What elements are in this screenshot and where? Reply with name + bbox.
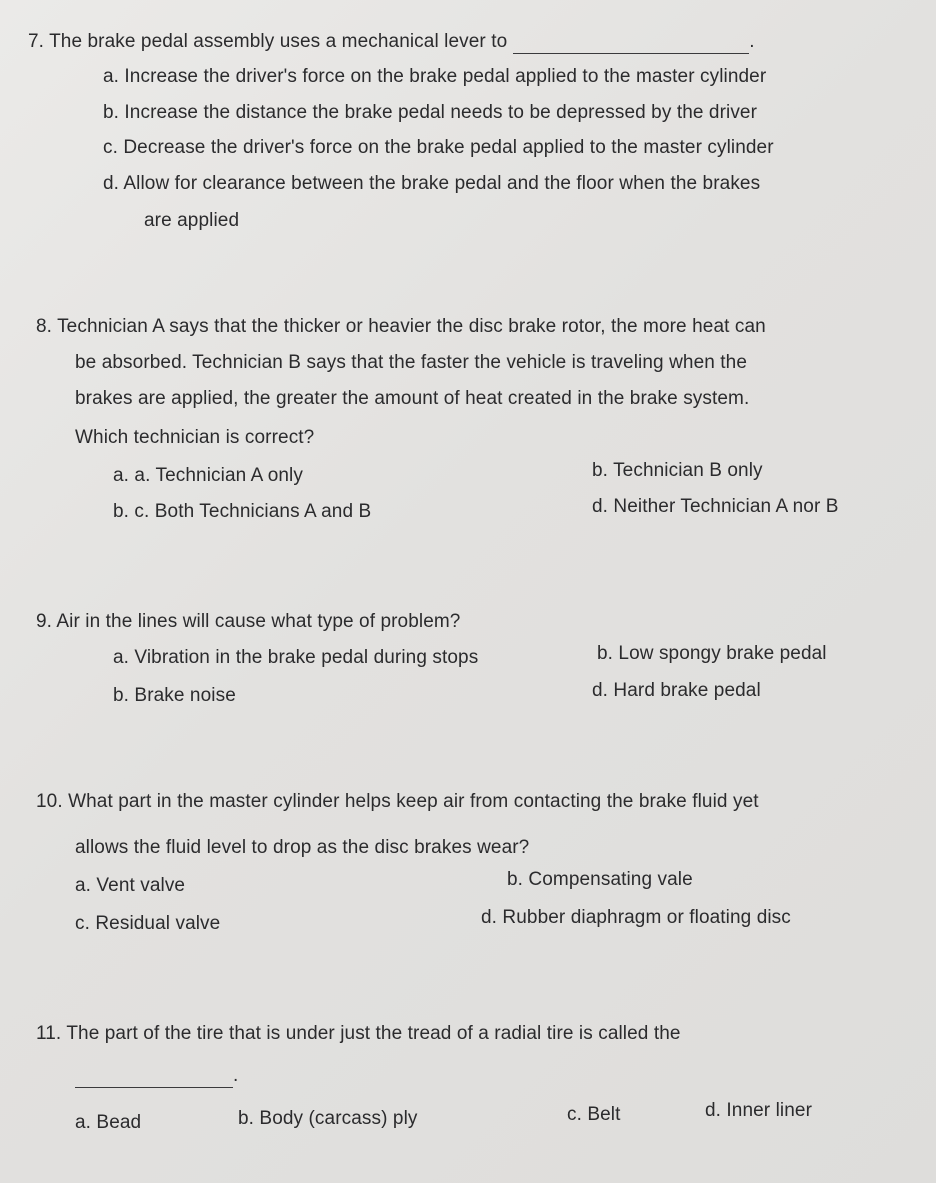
question-8-stem-line-1: 8. Technician A says that the thicker or heavier the disc brake rotor, the more heat can — [36, 316, 766, 337]
question-9-option-c: b. Brake noise — [113, 685, 236, 706]
question-7-stem: 7. The brake pedal assembly uses a mechanical lever to . — [28, 31, 755, 52]
question-10-stem-line-2: allows the fluid level to drop as the disc brakes wear? — [75, 837, 530, 858]
question-7-option-d: d. Allow for clearance between the brake pedal and the floor when the brakes — [103, 173, 761, 194]
question-9-option-a: a. Vibration in the brake pedal during stops — [113, 647, 479, 668]
question-7-option-b: b. Increase the distance the brake pedal needs to be depressed by the driver — [103, 102, 758, 123]
question-8-option-a: a. a. Technician A only — [113, 465, 303, 486]
question-10-option-a: a. Vent valve — [75, 875, 186, 896]
question-8-stem-line-4: Which technician is correct? — [75, 427, 315, 448]
question-8-stem-line-3: brakes are applied, the greater the amount of heat created in the brake system. — [75, 388, 750, 409]
question-9-option-b: b. Low spongy brake pedal — [597, 643, 827, 664]
question-10-option-b: b. Compensating vale — [507, 869, 693, 890]
question-10-option-d: d. Rubber diaphragm or floating disc — [481, 907, 791, 928]
question-7-option-a: a. Increase the driver's force on the brake pedal applied to the master cylinder — [103, 66, 767, 87]
answer-blank — [75, 1067, 233, 1088]
question-11-blank-line: . — [75, 1064, 238, 1088]
question-11-option-c: c. Belt — [567, 1104, 621, 1125]
question-8-option-d: d. Neither Technician A nor B — [592, 496, 839, 517]
question-11-option-b: b. Body (carcass) ply — [238, 1108, 418, 1129]
question-8-option-c: b. c. Both Technicians A and B — [113, 501, 372, 522]
question-11-option-d: d. Inner liner — [705, 1100, 813, 1121]
question-8-stem-line-2: be absorbed. Technician B says that the faster the vehicle is traveling when the — [75, 352, 747, 373]
question-10-stem-line-1: 10. What part in the master cylinder helps keep air from contacting the brake fluid yet — [36, 791, 759, 812]
question-11-option-a: a. Bead — [75, 1112, 142, 1133]
answer-blank — [513, 33, 749, 54]
question-11-stem: 11. The part of the tire that is under just the tread of a radial tire is called the — [36, 1023, 681, 1044]
question-7-option-c: c. Decrease the driver's force on the brake pedal applied to the master cylinder — [103, 137, 774, 158]
question-9-option-d: d. Hard brake pedal — [592, 680, 761, 701]
question-7-option-d-continued: are applied — [144, 210, 240, 231]
question-9-stem: 9. Air in the lines will cause what type of problem? — [36, 611, 461, 632]
question-8-option-b: b. Technician B only — [592, 460, 763, 481]
question-10-option-c: c. Residual valve — [75, 913, 221, 934]
